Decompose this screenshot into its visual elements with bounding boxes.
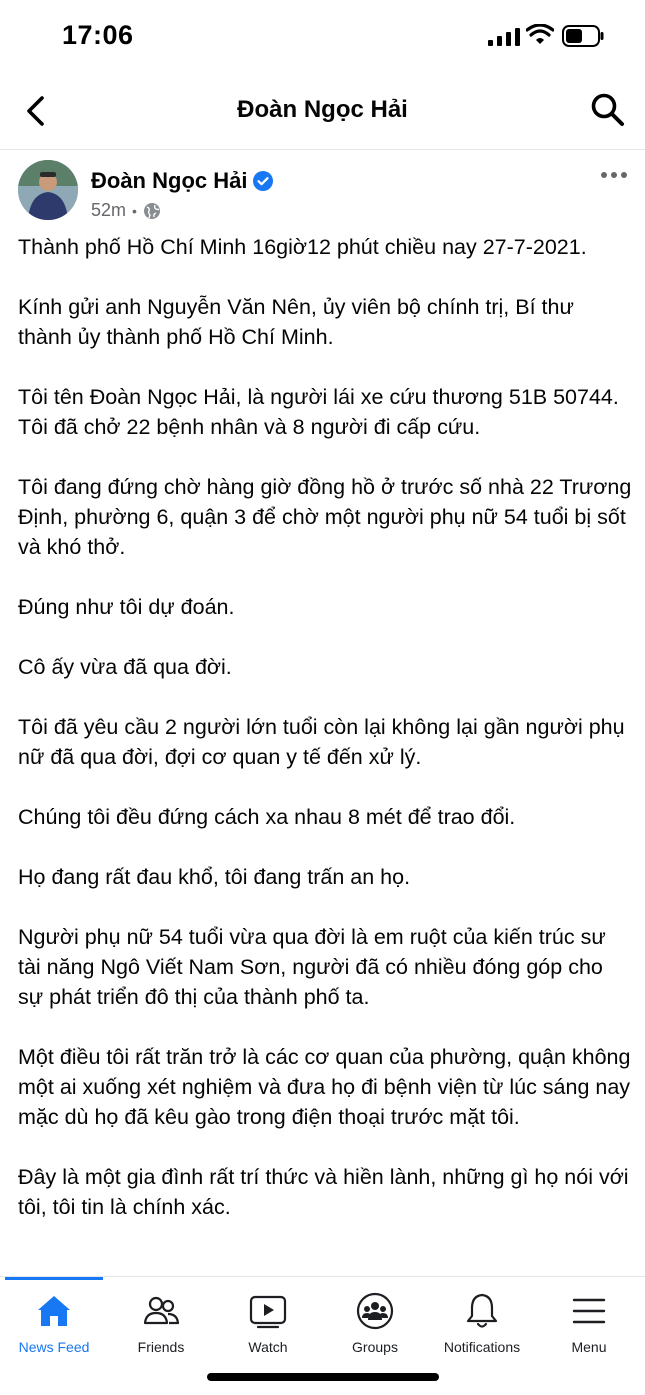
tab-watch[interactable]: [214, 1291, 322, 1361]
active-tab-indicator: [5, 1277, 103, 1280]
tab-label: Watch: [248, 1339, 288, 1355]
author-name[interactable]: Đoàn Ngọc Hải: [91, 168, 248, 193]
tab-groups[interactable]: [321, 1291, 429, 1361]
battery-icon: [562, 25, 604, 47]
nav-header: [0, 74, 645, 150]
post-timestamp[interactable]: 52m: [91, 200, 127, 220]
post-paragraph: Tôi đang đứng chờ hàng giờ đồng hồ ở trước số nhà 22 Trương Định, phường 6, quận 3 để chờ một người phụ nữ 54 tuổi bị sốt và khó thở.: [18, 475, 632, 559]
post-paragraph: Chúng tôi đều đứng cách xa nhau 8 mét để trao đổi.: [18, 805, 516, 829]
groups-icon: [355, 1291, 395, 1331]
home-indicator[interactable]: [207, 1373, 439, 1381]
avatar-image: [18, 160, 78, 220]
post-paragraph: Thành phố Hồ Chí Minh 16giờ12 phút chiều nay 27-7-2021.: [18, 235, 587, 259]
post-paragraph: Tôi đã yêu cầu 2 người lớn tuổi còn lại không lại gần người phụ nữ đã qua đời, đợi cơ quan y tế đến xử lý.: [18, 715, 625, 769]
search-icon[interactable]: [590, 92, 626, 128]
post-paragraph: Kính gửi anh Nguyễn Văn Nên, ủy viên bộ chính trị, Bí thư thành ủy thành phố Hồ Chí Minh.: [18, 295, 574, 349]
bell-icon: [462, 1291, 502, 1331]
verified-badge-icon: [253, 171, 273, 191]
meta-separator: •: [132, 202, 137, 219]
globe-icon: [143, 202, 161, 220]
more-options-icon[interactable]: [600, 170, 628, 180]
tab-news-feed[interactable]: [0, 1291, 108, 1361]
post-paragraph: Đúng như tôi dự đoán.: [18, 595, 235, 619]
tab-friends[interactable]: [107, 1291, 215, 1361]
watch-icon: [248, 1291, 288, 1331]
tab-label: News Feed: [18, 1339, 90, 1355]
cellular-signal-icon: [488, 28, 520, 46]
tab-label: Menu: [571, 1339, 607, 1355]
tab-label: Groups: [352, 1339, 398, 1355]
post-text: [18, 232, 633, 1252]
tab-notifications[interactable]: [428, 1291, 536, 1361]
wifi-icon: [526, 24, 554, 46]
avatar[interactable]: [18, 160, 78, 220]
post-paragraph: Cô ấy vừa đã qua đời.: [18, 655, 232, 679]
post-paragraph: Đây là một gia đình rất trí thức và hiền lành, những gì họ nói với tôi, tôi tin là chính xác.: [18, 1165, 629, 1219]
post-paragraph: Một điều tôi rất trăn trở là các cơ quan của phường, quận không một ai xuống xét nghiệm và đưa họ đi bệnh viện từ lúc sáng nay mặc dù họ đã kêu gào trong điện thoại trước mặt tôi.: [18, 1045, 631, 1129]
tab-label: Friends: [137, 1339, 185, 1355]
page-title: Đoàn Ngọc Hải: [237, 96, 408, 123]
post-paragraph: Họ đang rất đau khổ, tôi đang trấn an họ.: [18, 865, 411, 889]
status-bar: [0, 0, 645, 74]
post-header: [0, 152, 645, 232]
status-time: 17:06: [62, 20, 134, 50]
post-meta: [91, 200, 161, 221]
post-paragraph: Tôi tên Đoàn Ngọc Hải, là người lái xe cứu thương 51B 50744. Tôi đã chở 22 bệnh nhân và 8 người đi cấp cứu.: [18, 385, 619, 439]
friends-icon: [141, 1291, 181, 1331]
tab-menu[interactable]: [535, 1291, 643, 1361]
tab-label: Notifications: [443, 1339, 521, 1355]
post-paragraph: Người phụ nữ 54 tuổi vừa qua đời là em ruột của kiến trúc sư tài năng Ngô Viết Nam Sơn, người đã có nhiều đóng góp cho sự phát triển đô thị của thành phố ta.: [18, 925, 606, 1009]
home-icon: [34, 1291, 74, 1331]
author-row: [91, 168, 273, 194]
menu-icon: [569, 1291, 609, 1331]
